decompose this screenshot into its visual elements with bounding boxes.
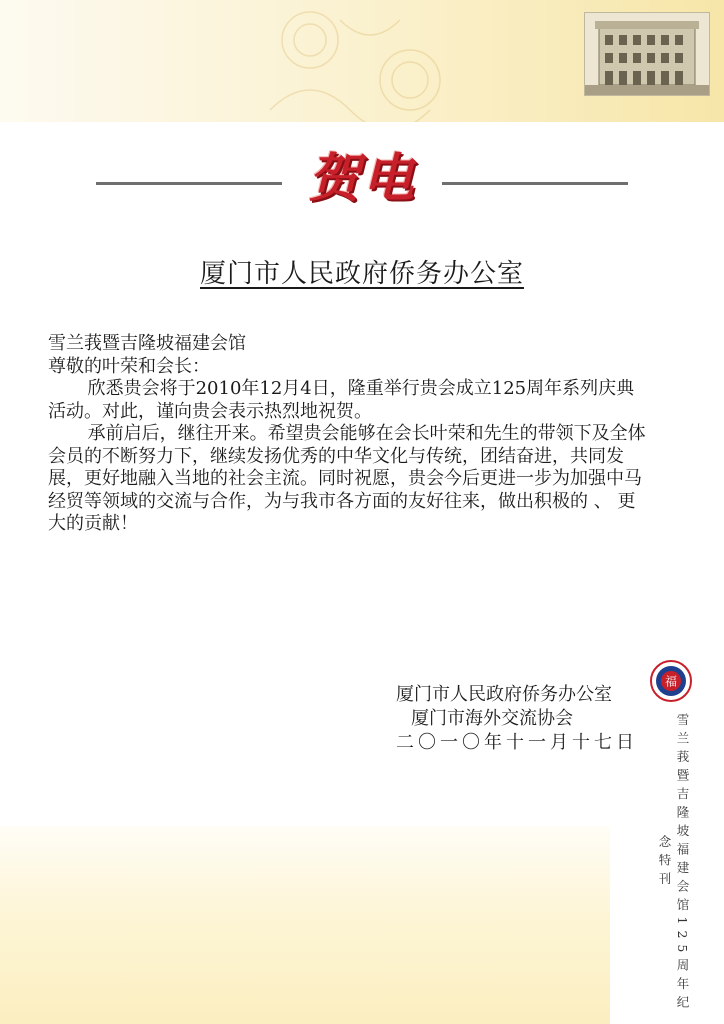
association-emblem-icon [650, 660, 692, 702]
letter-body [48, 333, 648, 536]
signature-line-2: 厦门市海外交流协会 [411, 708, 573, 729]
paragraph-1: 欣悉贵会将于2010年12月4日，隆重举行贵会成立125周年系列庆典活动。对此，谨向贵会表示热烈地祝贺。 [48, 378, 635, 422]
building-photo [584, 12, 710, 96]
bottom-decorative-band [0, 826, 610, 1024]
signature-line-1: 厦门市人民政府侨务办公室 [396, 684, 612, 705]
emblem-char: 福 [664, 674, 678, 689]
header-row [96, 140, 628, 220]
addressee-org: 雪兰莪暨吉隆坡福建会馆 [48, 333, 246, 354]
left-rule [96, 182, 282, 185]
office-title: 厦门市人民政府侨务办公室 [199, 259, 524, 289]
signature-block [396, 683, 646, 755]
floral-pattern [250, 0, 480, 122]
paragraph-2: 承前启后，继往开来。希望贵会能够在会长叶荣和先生的带领下及全体会员的不断努力下，继续发扬优秀的中华文化与传统，团结奋进，共同发展，更好地融入当地的社会主流。同时祝愿，贵会今后更进一步为加强中马经贸等领域的交流与合作，为与我市各方面的友好往来，做出积极的 、 更大的贡献！ [48, 423, 646, 534]
right-rule [442, 182, 628, 185]
salutation: 尊敬的叶荣和会长： [48, 355, 210, 377]
heading-title: 贺电 [307, 148, 416, 209]
side-caption: 雪兰莪暨吉隆坡福建会馆125周年纪念特刊 [657, 712, 690, 1014]
signature-date: 二〇一〇年十一月十七日 [396, 732, 638, 753]
